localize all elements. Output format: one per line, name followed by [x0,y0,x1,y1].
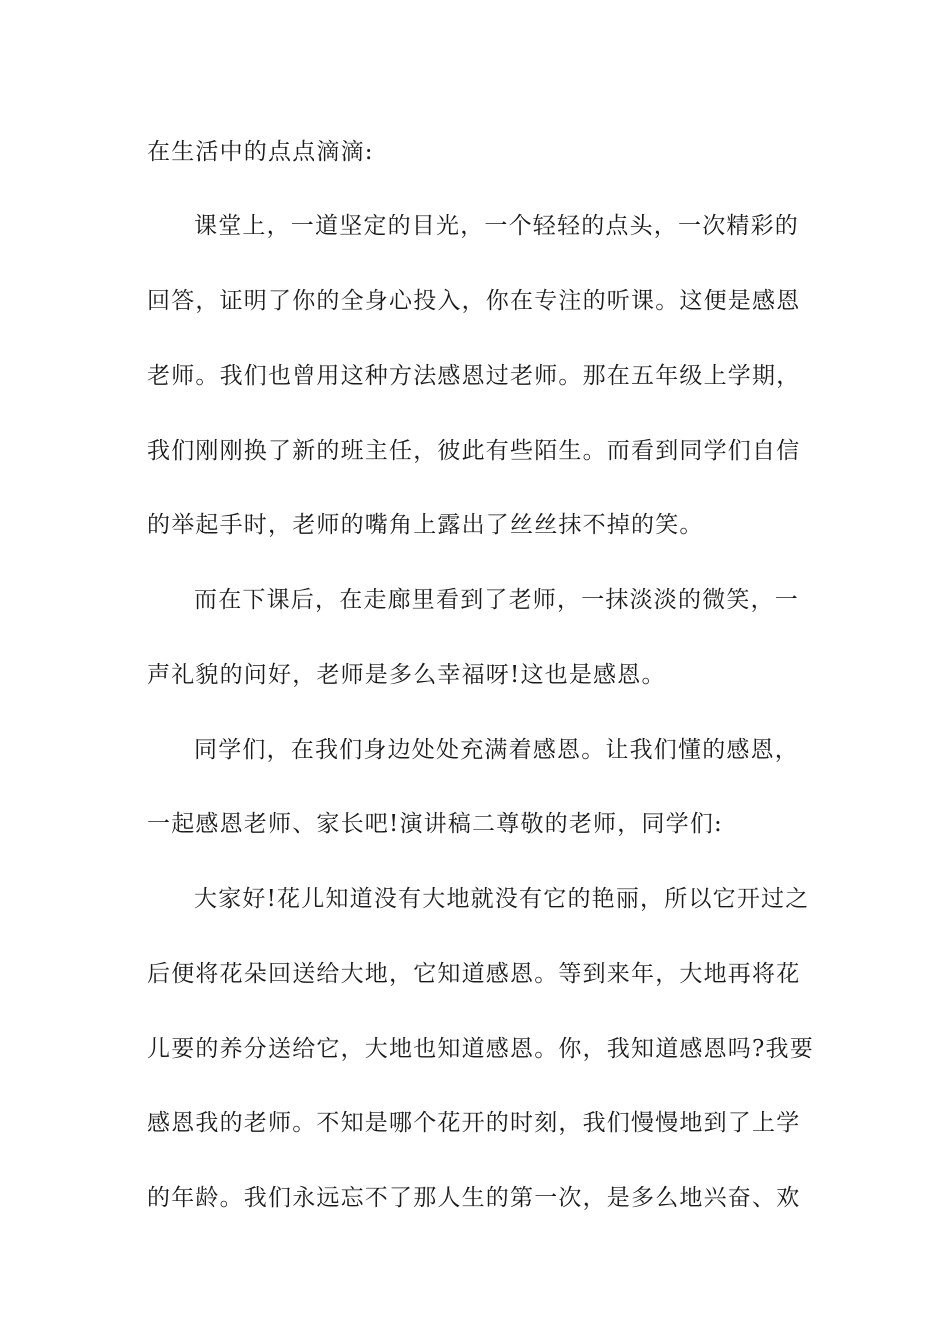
text-line: 我们刚刚换了新的班主任，彼此有些陌生。而看到同学们自信 [147,438,801,464]
text-line: 的年龄。我们永远忘不了那人生的第一次，是多么地兴奋、欢 [147,1185,801,1211]
paragraph-first-line: 大家好!花儿知道没有大地就没有它的艳丽，所以它开过之 [194,886,810,912]
text-line: 儿要的养分送给它，大地也知道感恩。你，我知道感恩吗?我要 [147,1036,814,1062]
text-line: 的举起手时，老师的嘴角上露出了丝丝抹不掉的笑。 [147,512,704,538]
text-line: 回答，证明了你的全身心投入，你在专注的听课。这便是感恩 [147,288,801,314]
text-line: 老师。我们也曾用这种方法感恩过老师。那在五年级上学期， [147,363,801,389]
text-line: 一起感恩老师、家长吧!演讲稿二尊敬的老师，同学们: [147,811,723,837]
text-line: 声礼貌的问好，老师是多么幸福呀!这也是感恩。 [147,662,666,688]
paragraph-first-line: 而在下课后，在走廊里看到了老师，一抹淡淡的微笑，一 [194,587,799,613]
text-line: 感恩我的老师。不知是哪个花开的时刻，我们慢慢地到了上学 [147,1110,801,1136]
paragraph-first-line: 同学们，在我们身边处处充满着感恩。让我们懂的感恩， [194,737,799,763]
text-line: 在生活中的点点滴滴: [147,139,374,165]
paragraph-first-line: 课堂上，一道坚定的目光，一个轻轻的点头，一次精彩的 [194,213,799,239]
text-line: 后便将花朵回送给大地，它知道感恩。等到来年，大地再将花 [147,961,801,987]
